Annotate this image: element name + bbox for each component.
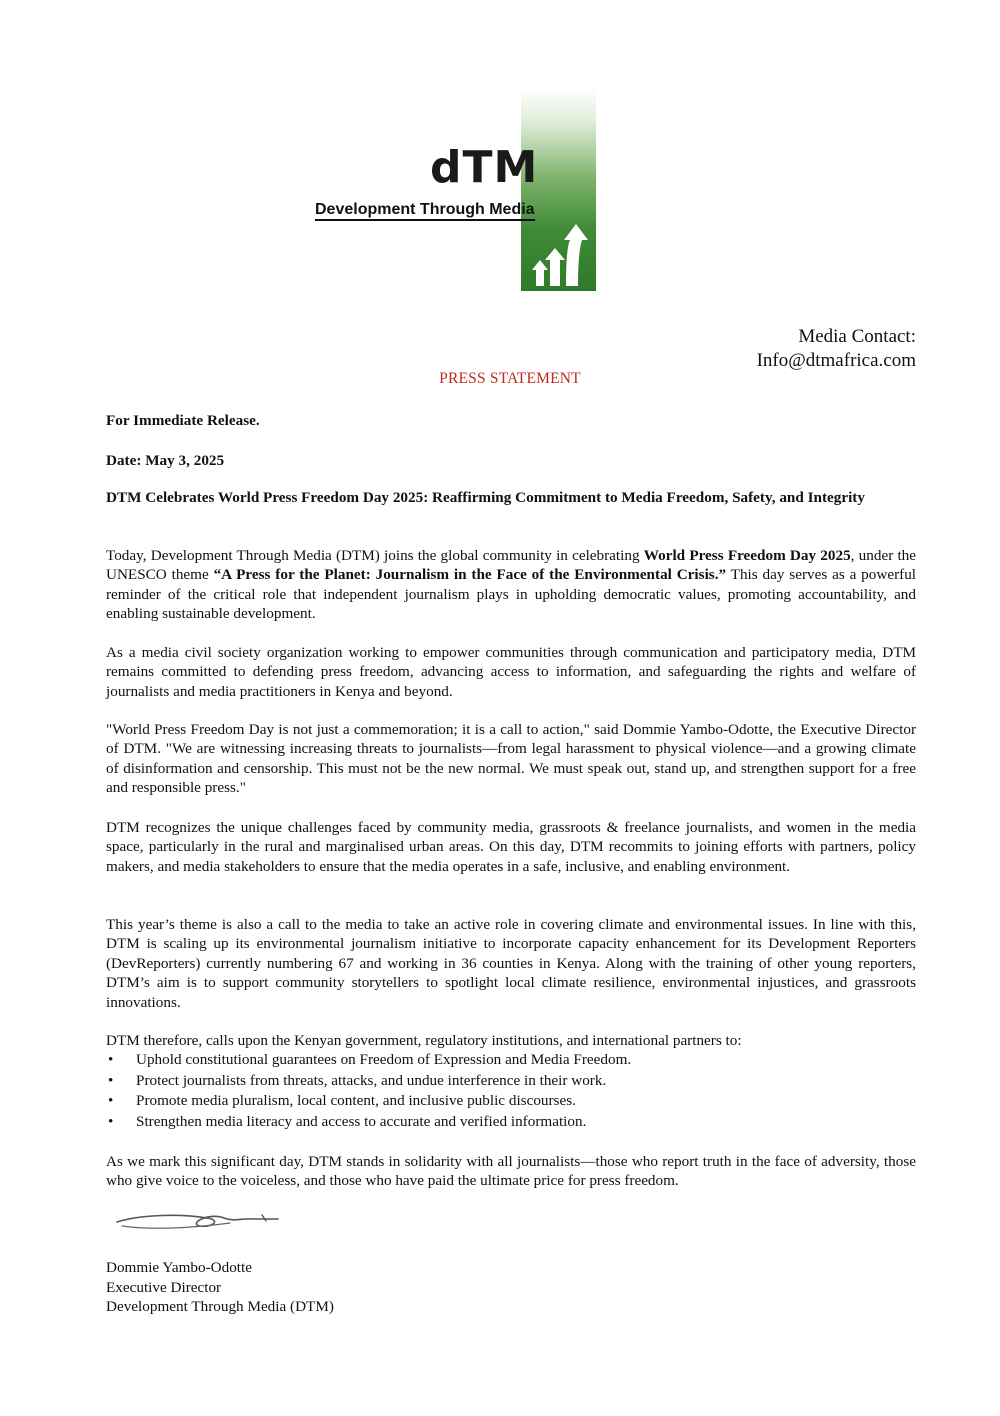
paragraph-intro-text-3: This day serves as a powerful reminder of the critical role that independent journalism plays in upholding democratic values, promoting accountability, and enabling sustainable development. bbox=[106, 566, 917, 623]
calls-section bbox=[106, 1031, 916, 1132]
paragraph-quote: "World Press Freedom Day is not just a commemoration; it is a call to action," said Dommie Yambo-Odotte, the Executive Director of DTM. "We are witnessing increasing threats to journalists—from legal harassment to physical violence—and a growing climate of disinformation and censorship. This must not be the new normal. We must speak out, stand up, and strengthen support for a free and responsible press." bbox=[106, 721, 916, 797]
paragraph-mission: As a media civil society organization working to empower communities through communication and participatory media, DTM remains committed to defending press freedom, advancing access to information, and safeguarding the rights and welfare of journalists and media practitioners in Kenya and beyond. bbox=[106, 644, 916, 700]
dtm-logo bbox=[300, 88, 600, 293]
paragraph-intro-bold-2: “A Press for the Planet: Journalism in the Face of the Environmental Crisis.” bbox=[213, 566, 727, 584]
list-item bbox=[106, 1091, 916, 1111]
paragraph-theme: This year’s theme is also a call to the media to take an active role in covering climate and environmental issues. In line with this, DTM is scaling up its environmental journalism initiative to incorporate capacity enhancement for its Development Reporters (DevReporters) currently numbering 67 and working in 36 counties in Kenya. Along with the training of other young reporters, DTM’s aim is to support community storytellers to spotlight local climate resilience, environmental injustices, and grassroots innovations. bbox=[106, 916, 916, 1011]
handwritten-signature bbox=[112, 1206, 282, 1236]
bullet-icon: • bbox=[108, 1092, 114, 1110]
paragraph-intro-text-2: , under the UNESCO theme bbox=[106, 547, 916, 584]
signatory-name: Dommie Yambo-Odotte bbox=[106, 1259, 252, 1276]
list-item-text: Uphold constitutional guarantees on Freedom of Expression and Media Freedom. bbox=[136, 1051, 632, 1069]
list-item-text: Promote media pluralism, local content, and inclusive public discourses. bbox=[136, 1092, 576, 1110]
list-item-text: Strengthen media literacy and access to accurate and verified information. bbox=[136, 1112, 587, 1130]
bullet-icon: • bbox=[108, 1071, 114, 1089]
date-line: Date: May 3, 2025 bbox=[106, 452, 225, 469]
logo-tagline: Development Through Media bbox=[315, 201, 535, 221]
bullet-icon: • bbox=[108, 1051, 114, 1069]
media-contact-email[interactable]: Info@dtmafrica.com bbox=[756, 350, 916, 371]
media-contact-label: Media Contact: bbox=[798, 326, 916, 347]
logo-mark: dTM bbox=[430, 142, 539, 193]
paragraph-intro-bold-1: World Press Freedom Day 2025 bbox=[643, 547, 851, 564]
release-line: For Immediate Release. bbox=[106, 412, 260, 429]
list-item bbox=[106, 1050, 916, 1070]
list-item bbox=[106, 1112, 916, 1132]
paragraph-closing: As we mark this significant day, DTM stands in solidarity with all journalists—those who report truth in the face of adversity, those who give voice to the voiceless, and those who have paid the ultimate price for press freedom. bbox=[106, 1153, 916, 1190]
calls-list bbox=[106, 1050, 916, 1132]
list-item-text: Protect journalists from threats, attacks, and undue interference in their work. bbox=[136, 1071, 607, 1089]
paragraph-intro bbox=[106, 546, 916, 624]
signatory-role: Executive Director bbox=[106, 1278, 222, 1296]
bullet-icon: • bbox=[108, 1112, 114, 1130]
paragraph-challenges: DTM recognizes the unique challenges faced by community media, grassroots & freelance journalists, and women in the media space, particularly in the rural and marginalised urban areas. On this day, DTM recommits to joining efforts with partners, policy makers, and media stakeholders to ensure that the media operates in a safe, inclusive, and enabling environment. bbox=[106, 819, 916, 875]
press-statement-title: PRESS STATEMENT bbox=[439, 370, 581, 387]
list-item bbox=[106, 1071, 916, 1091]
calls-intro: DTM therefore, calls upon the Kenyan government, regulatory institutions, and international partners to: bbox=[106, 1032, 742, 1049]
growth-arrows-icon bbox=[528, 218, 590, 288]
signature-block bbox=[106, 1258, 334, 1317]
media-contact bbox=[757, 325, 916, 373]
paragraph-intro-text-1: Today, Development Through Media (DTM) joins the global community in celebrating bbox=[106, 547, 644, 564]
headline: DTM Celebrates World Press Freedom Day 2025: Reaffirming Commitment to Media Freedom, Safety, and Integrity bbox=[106, 489, 865, 506]
signatory-org: Development Through Media (DTM) bbox=[106, 1298, 334, 1316]
